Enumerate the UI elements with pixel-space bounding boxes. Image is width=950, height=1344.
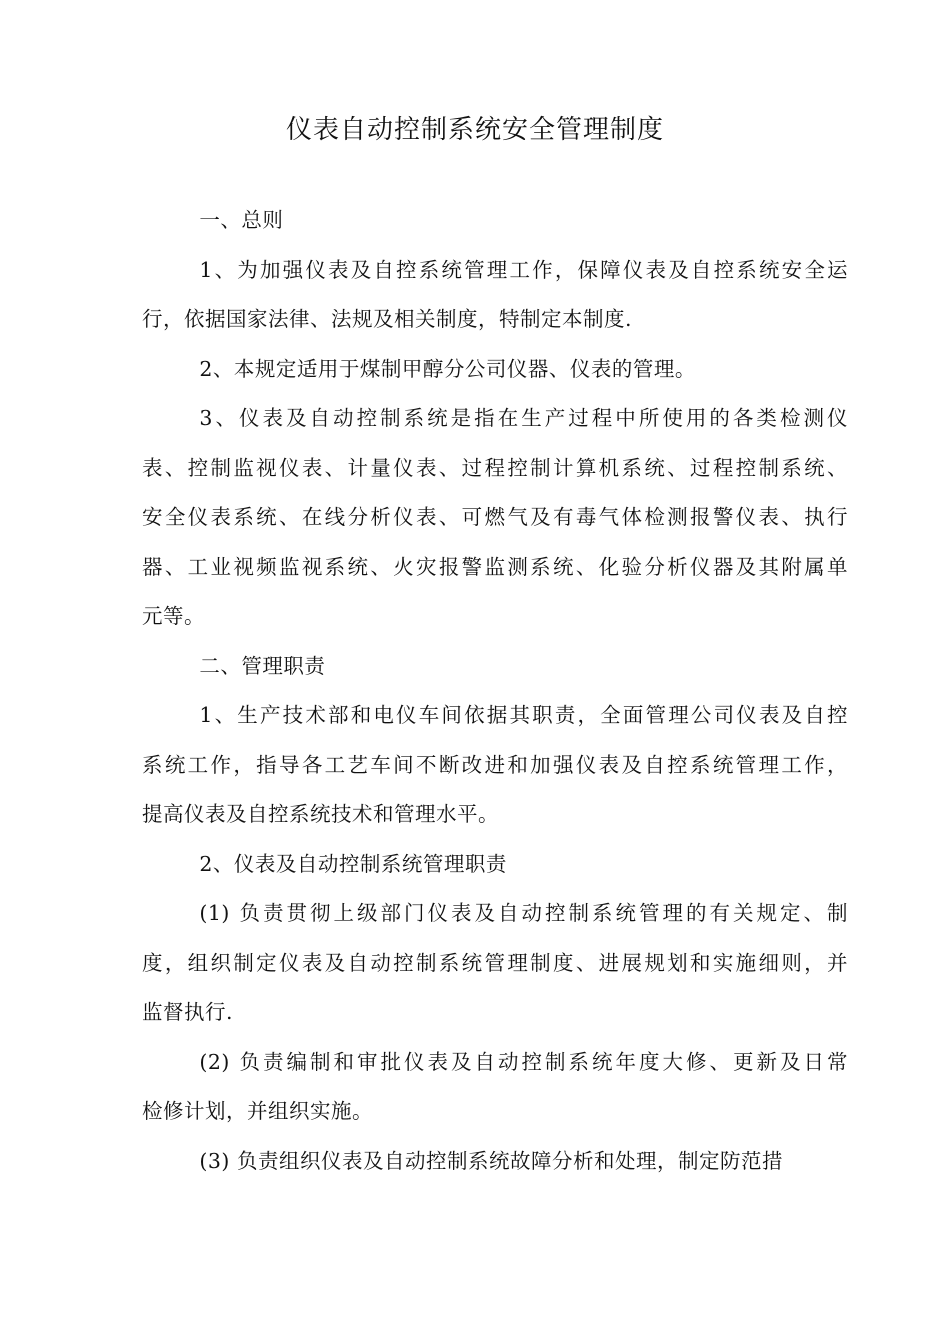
- text-line: 3、仪表及自动控制系统是指在生产过程中所使用的各类检测仪: [199, 406, 848, 430]
- section-2-heading: [142, 642, 848, 692]
- text-line: 监督执行.: [142, 1000, 234, 1024]
- para-1-1: [142, 246, 848, 345]
- para-1-2: [142, 345, 848, 395]
- text-line: 行，依据国家法律、法规及相关制度，特制定本制度.: [142, 307, 633, 331]
- para-2-1: [142, 691, 848, 840]
- text-line: (2) 负责编制和审批仪表及自动控制系统年度大修、更新及日常: [199, 1049, 848, 1074]
- text-line: 安全仪表系统、在线分析仪表、可燃气及有毒气体检测报警仪表、执行: [142, 505, 848, 529]
- para-1-3: [142, 394, 848, 642]
- para-2-2: [142, 840, 848, 890]
- text-line: 元等。: [142, 604, 205, 628]
- text-line: 器、工业视频监视系统、火灾报警监测系统、化验分析仪器及其附属单: [142, 554, 848, 579]
- text-line: 2、本规定适用于煤制甲醇分公司仪器、仪表的管理。: [199, 356, 696, 381]
- section-1-heading: [142, 196, 848, 246]
- text-line: 度，组织制定仪表及自动控制系统管理制度、进展规划和实施细则，并: [142, 950, 848, 975]
- para-2-2-1: [142, 889, 848, 1038]
- text-line: (1) 负责贯彻上级部门仪表及自动控制系统管理的有关规定、制: [199, 901, 848, 925]
- text-line: 2、仪表及自动控制系统管理职责: [199, 851, 507, 876]
- text-line: 二、管理职责: [199, 653, 326, 678]
- para-2-2-2: [142, 1038, 848, 1137]
- document-title: 仪表自动控制系统安全管理制度: [285, 115, 664, 145]
- text-line: 系统工作，指导各工艺车间不断改进和加强仪表及自控系统管理工作，: [142, 752, 848, 777]
- para-2-2-3: [142, 1137, 848, 1187]
- text-line: (3) 负责组织仪表及自动控制系统故障分析和处理，制定防范措: [199, 1148, 783, 1173]
- text-line: 1、为加强仪表及自控系统管理工作，保障仪表及自控系统安全运: [199, 257, 848, 282]
- text-line: 一、总则: [199, 208, 284, 232]
- text-line: 1、生产技术部和电仪车间依据其职责，全面管理公司仪表及自控: [199, 703, 848, 727]
- document-body: [142, 196, 848, 1186]
- text-line: 检修计划，并组织实施。: [142, 1099, 373, 1123]
- text-line: 表、控制监视仪表、计量仪表、过程控制计算机系统、过程控制系统、: [142, 455, 848, 480]
- text-line: 提高仪表及自控系统技术和管理水平。: [142, 802, 499, 826]
